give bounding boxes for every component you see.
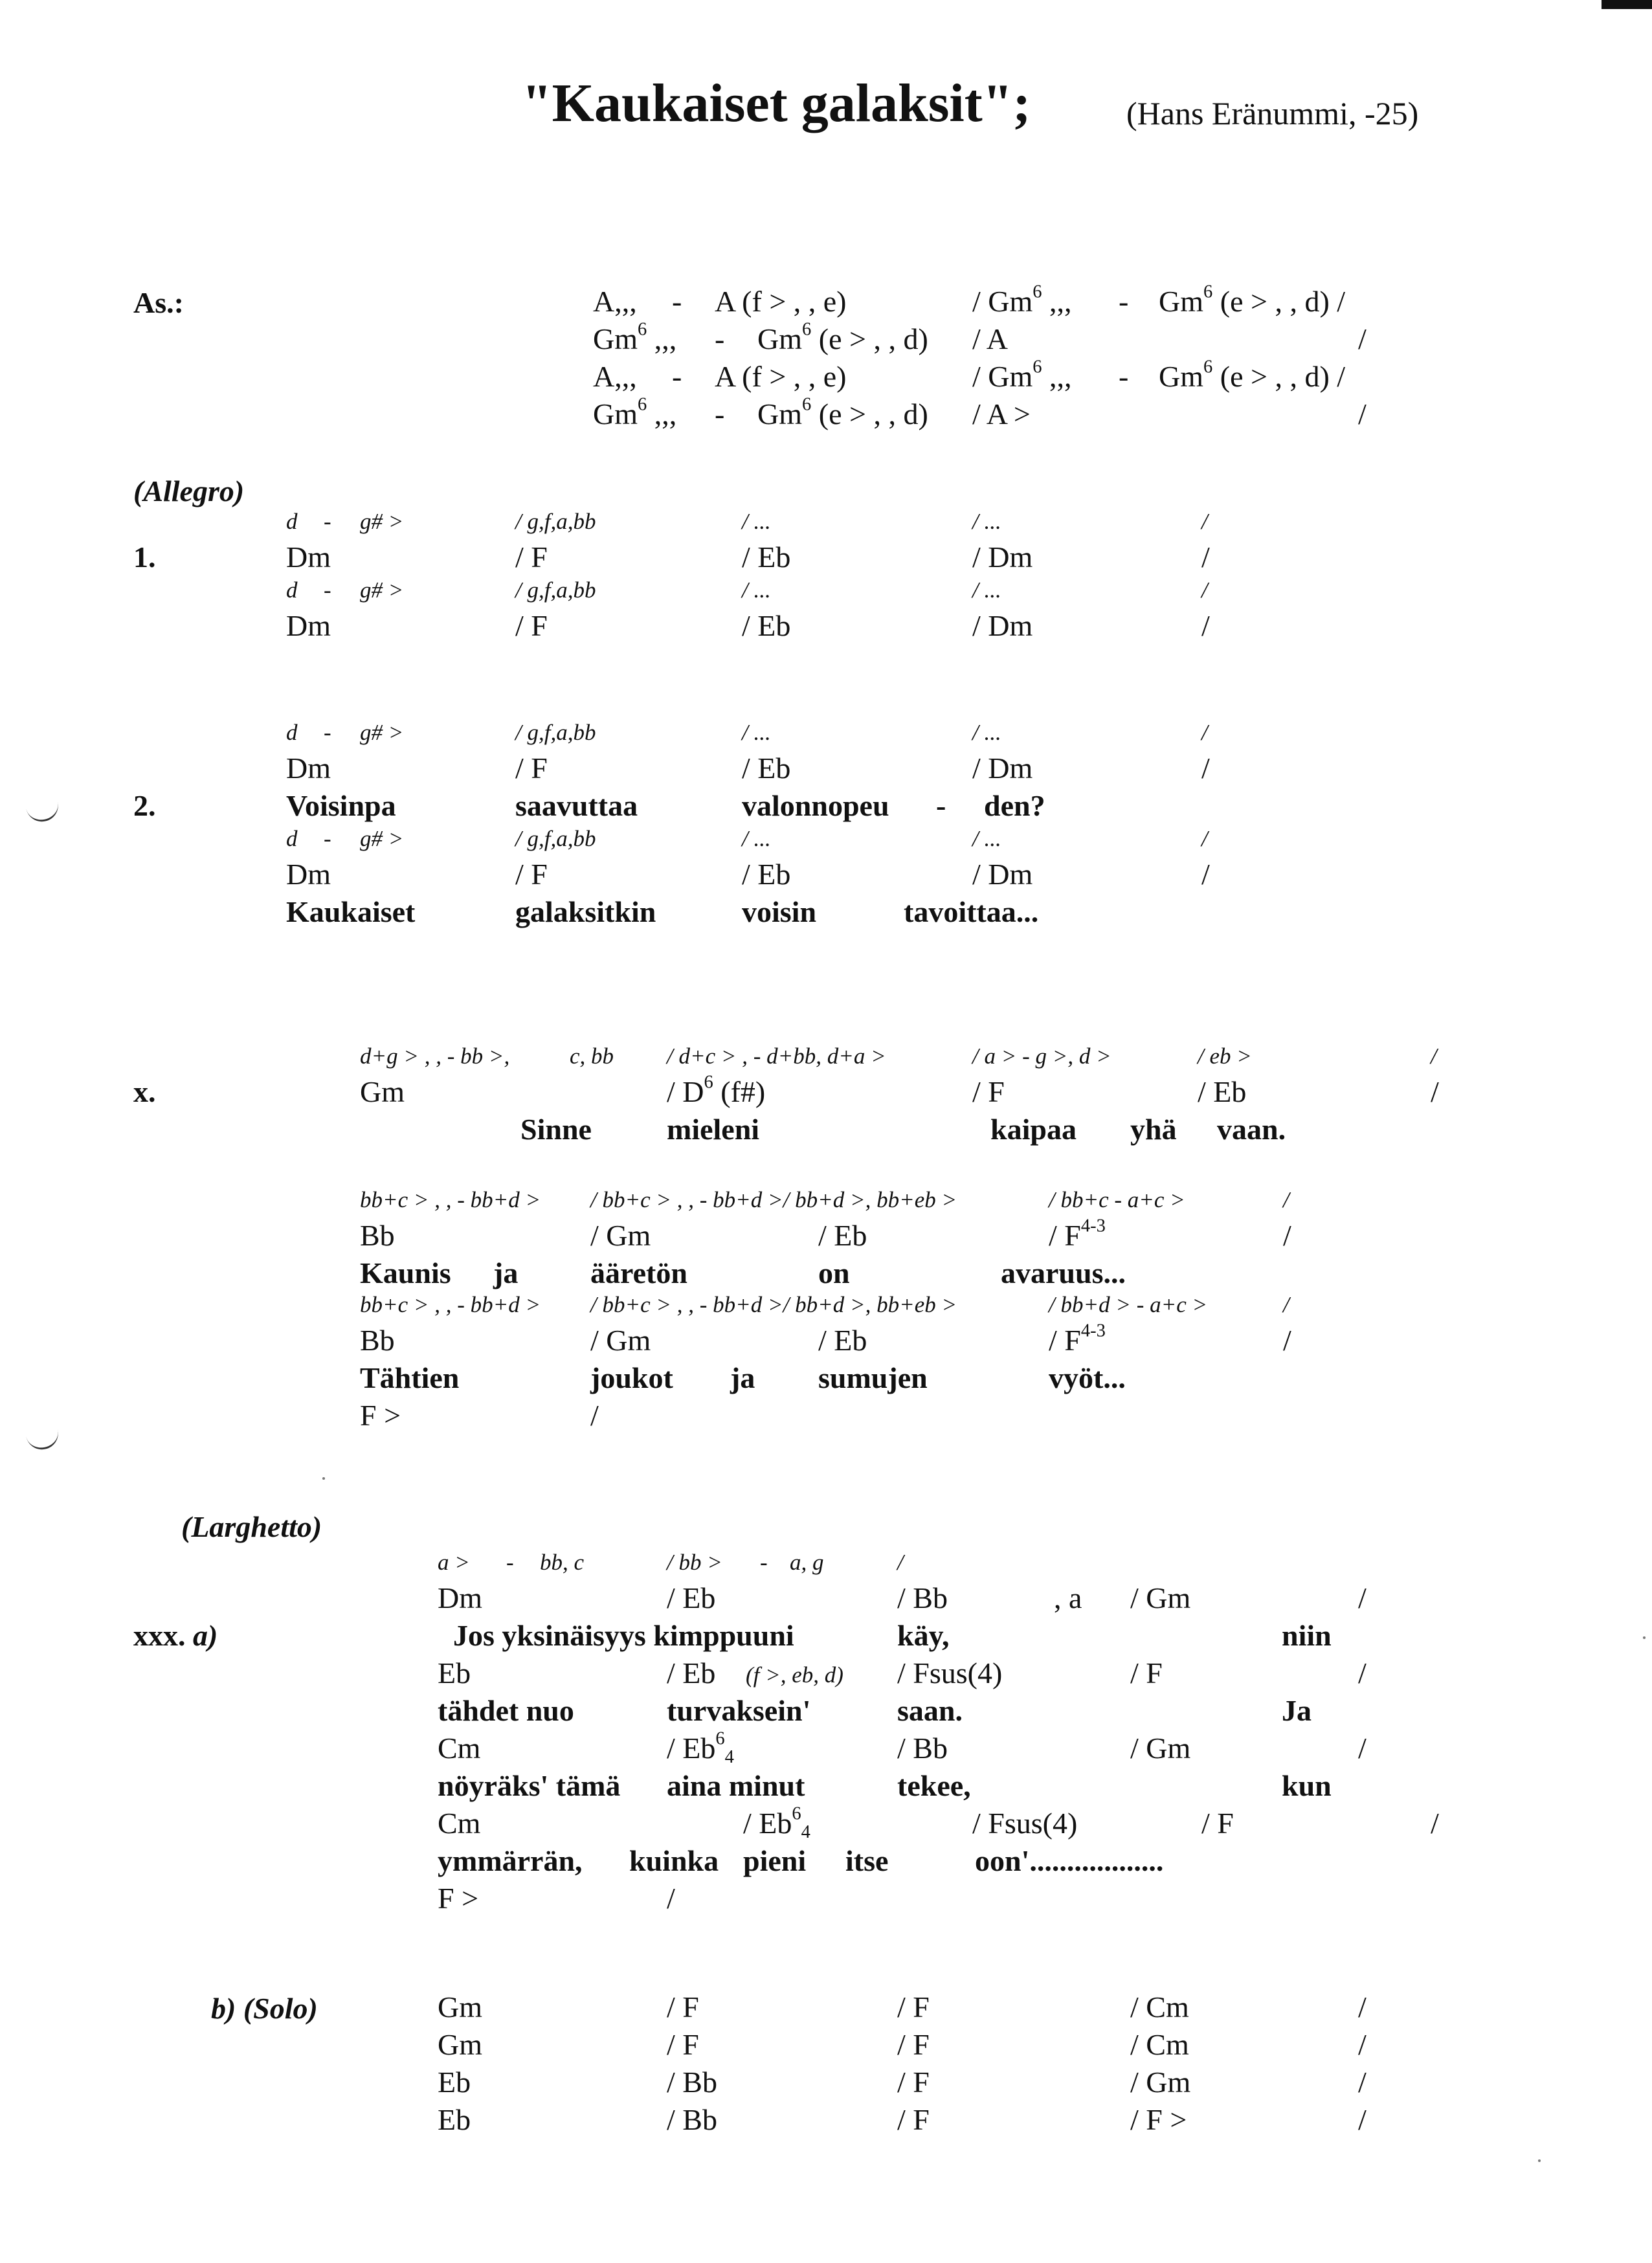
bar-line: / [1201,720,1208,745]
chord: / F [897,2066,930,2099]
handwritten-mark [26,799,61,825]
chord: / Bb [897,1581,948,1614]
chord: A (f > , , e) [715,285,847,318]
lyric: Tähtien [360,1361,460,1394]
section-label-xxx: xxx. a) [133,1619,218,1652]
bar-line: / [667,1882,675,1915]
chord: / Gm [1130,1732,1191,1765]
chord: / F [897,1990,930,2023]
handwritten-mark [26,1427,61,1453]
lyric: ja [493,1256,519,1289]
note: / ... [972,720,1001,745]
note: bb, c [540,1550,585,1575]
speck [1538,2159,1541,2162]
note: a > [438,1550,470,1575]
chord: / Bb [667,2066,717,2099]
note: / bb+c > , , - bb+d >/ bb+d >, bb+eb > [590,1187,957,1212]
chord: Gm$^6$ (e > , , d) / [1159,282,1346,318]
note: / eb > [1198,1043,1252,1069]
lyric: nöyräks' tämä [438,1769,621,1802]
lyric: niin [1282,1619,1332,1652]
dash: - [324,826,331,851]
note: bb+c > , , - bb+d > [360,1292,541,1317]
verse-number-1: 1. [133,541,156,574]
chord: / Fsus(4) [897,1656,1003,1689]
dash: - [1119,360,1129,393]
bar-line: / [1358,2066,1367,2099]
note: / bb+c > , , - bb+d >/ bb+d >, bb+eb > [590,1292,957,1317]
scan-edge-mark [1602,0,1652,9]
dash: - [324,577,331,603]
chord: / Eb [742,858,791,891]
chord: Dm [286,752,331,785]
chord: / Eb [818,1324,867,1357]
bar-line: / [1201,609,1210,642]
lyric: kun [1282,1769,1332,1802]
speck [322,1477,325,1480]
bar-line: / [1358,322,1367,355]
lyric: ääretön [590,1256,687,1289]
dash: - [760,1550,768,1575]
chord: / F [1130,1656,1163,1689]
lyric: tähdet nuo [438,1694,574,1727]
chord: Eb [438,2103,471,2136]
song-title: "Kaukaiset galaksit"; [522,73,1031,133]
bar-line: / [590,1399,599,1432]
chord: Dm [438,1581,482,1614]
bar-line: / [1283,1292,1289,1317]
note: / ... [972,577,1001,603]
lyric: vyöt... [1049,1361,1126,1394]
dash: - [324,509,331,534]
bar-line: / [1283,1187,1289,1212]
chord: / Gm [590,1324,651,1357]
chord: / Gm [590,1219,651,1252]
bar-line: / [1431,1043,1437,1069]
bar-line: / [1201,509,1208,534]
section-label-solo: b) (Solo) [211,1992,318,2025]
bar-line: / [1201,577,1208,603]
lyric: saavuttaa [515,789,638,822]
chord: / F [897,2028,930,2061]
lyric: voisin [742,895,817,928]
chord: , a [1054,1581,1082,1614]
chord: / Eb [742,752,791,785]
chord: / F [515,752,548,785]
bar-line: / [1358,1656,1367,1689]
chord: / $Eb^6_4$ [743,1803,810,1843]
note: d [286,720,298,745]
note: / ... [742,577,771,603]
lyric: oon'.................. [975,1844,1164,1877]
note: / ... [742,826,771,851]
lyric: mieleni [667,1113,760,1146]
chord: / F [1201,1807,1234,1840]
bar-line: / [1358,1990,1367,2023]
chord: Gm [438,1990,482,2023]
bar-line: / [1358,1581,1367,1614]
section-label-intro: As.: [133,286,184,319]
chord: / Dm [972,609,1033,642]
note: d [286,509,298,534]
chord: / $F^{4-3}$ [1049,1321,1106,1357]
chord: / $Eb^6_4$ [667,1728,734,1768]
chord: Bb [360,1324,395,1357]
chord: Bb [360,1219,395,1252]
note: bb+c > , , - bb+d > [360,1187,541,1212]
chord: / Fsus(4) [972,1807,1078,1840]
chord: / Eb [667,1581,716,1614]
note: g# > [360,720,404,745]
lyric: avaruus... [1001,1256,1126,1289]
note: g# > [360,509,404,534]
chord: / F [515,541,548,574]
note: g# > [360,577,404,603]
dash: - [715,397,725,430]
chord: / A [972,322,1008,355]
dash: - [324,720,331,745]
chord: Gm$^6$ (e > , , d) / [1159,357,1346,393]
chord: / Gm [1130,2066,1191,2099]
chord: / $D^6$ (f#) [667,1072,766,1108]
chord: F > [360,1399,401,1432]
lyric: Voisinpa [286,789,396,822]
chord: Cm [438,1732,481,1765]
dash: - [936,789,946,822]
note: d [286,577,298,603]
chord: / F [667,2028,699,2061]
note: a, g [790,1550,824,1575]
song-author: (Hans Eränummi, -25) [1126,95,1419,131]
lyric: Sinne [520,1113,592,1146]
note: / ... [972,826,1001,851]
chord: / $F^{4-3}$ [1049,1216,1106,1252]
lyric: itse [845,1844,889,1877]
chorus-label: x. [133,1075,156,1108]
lyric: yhä [1130,1113,1177,1146]
chord: / Eb [1198,1075,1247,1108]
lyric: pieni [743,1844,807,1877]
chord: Gm [438,2028,482,2061]
chord: / F > [1130,2103,1187,2136]
lyric: saan. [897,1694,963,1727]
chord: / Cm [1130,1990,1189,2023]
chord: / Dm [972,858,1033,891]
lyric: aina minut [667,1769,805,1802]
chord: / A > [972,397,1031,430]
lyric: on [818,1256,850,1289]
lyric: joukot [590,1361,673,1394]
dash: - [715,322,725,355]
tempo-allegro: (Allegro) [133,474,245,507]
note: / g,f,a,bb [515,509,596,534]
chord: / F [897,2103,930,2136]
chord: Cm [438,1807,481,1840]
chord: / Eb [667,1656,716,1689]
bar-line: / [1201,541,1210,574]
note: (f >, eb, d) [746,1662,843,1688]
bar-line: / [1201,826,1208,851]
note: c, bb [570,1043,614,1069]
bar-line: / [1358,2028,1367,2061]
chord: Gm$^6$ (e > , , d) [757,319,928,355]
lyric: vaan. [1217,1113,1286,1146]
bar-line: / [1358,397,1367,430]
chord: A,,, [593,360,637,393]
chord: / F [667,1990,699,2023]
bar-line: / [1283,1324,1291,1357]
bar-line: / [1358,1732,1367,1765]
chord: Eb [438,1656,471,1689]
chord: Eb [438,2066,471,2099]
lyric: sumujen [818,1361,928,1394]
note: / g,f,a,bb [515,577,596,603]
chord: A,,, [593,285,637,318]
note: g# > [360,826,404,851]
chord: / Eb [818,1219,867,1252]
note: / d+c > , - d+bb, d+a > [667,1043,886,1069]
lyric: tavoittaa... [904,895,1039,928]
lyric: valonnopeu [742,789,889,822]
chord: Dm [286,609,331,642]
dash: - [1119,285,1129,318]
chord: / Cm [1130,2028,1189,2061]
chord: Dm [286,858,331,891]
speck [1643,1636,1646,1639]
note: / bb > [667,1550,722,1575]
chord: / Gm$^6$ ,,, [972,282,1072,318]
chord: / Eb [742,609,791,642]
bar-line: / [1358,2103,1367,2136]
chord: F > [438,1882,479,1915]
chord: Gm$^6$ ,,, [593,394,677,430]
note: / g,f,a,bb [515,826,596,851]
bar-line: / [1431,1807,1439,1840]
bar-line: / [1283,1219,1291,1252]
chord: / Gm [1130,1581,1191,1614]
lyric: käy, [897,1619,950,1652]
lyric: kuinka [629,1844,719,1877]
chord: / Dm [972,541,1033,574]
note: / g,f,a,bb [515,720,596,745]
chord: / F [515,858,548,891]
bar-line: / [1201,858,1210,891]
note: d [286,826,298,851]
lyric: tekee, [897,1769,971,1802]
chord: / F [515,609,548,642]
note: d+g > , , - bb >, [360,1043,510,1069]
lyric: Ja [1282,1694,1312,1727]
verse-number-2: 2. [133,789,156,822]
lyric: turvaksein' [667,1694,811,1727]
bar-line: / [1431,1075,1439,1108]
lyric: ja [730,1361,755,1394]
chord: / Bb [897,1732,948,1765]
lyric: den? [984,789,1045,822]
lyric: galaksitkin [515,895,656,928]
chord: / Dm [972,752,1033,785]
note: / ... [972,509,1001,534]
dash: - [672,360,682,393]
note: / bb+d > - a+c > [1049,1292,1208,1317]
tempo-larghetto: (Larghetto) [181,1510,322,1543]
note: / ... [742,720,771,745]
lyric: Kaunis [360,1256,451,1289]
note: / a > - g >, d > [972,1043,1111,1069]
dash: - [506,1550,514,1575]
chord: A (f > , , e) [715,360,847,393]
lyric: kaipaa [990,1113,1077,1146]
chord: / Gm$^6$ ,,, [972,357,1072,393]
lyric: Jos yksinäisyys kimppuuni [453,1619,794,1652]
lyric: Kaukaiset [286,895,416,928]
chord: / F [972,1075,1005,1108]
dash: - [672,285,682,318]
chord: / Bb [667,2103,717,2136]
chord: Gm [360,1075,405,1108]
chord: Gm$^6$ (e > , , d) [757,394,928,430]
chord: / Eb [742,541,791,574]
note: / bb+c - a+c > [1049,1187,1185,1212]
bar-line: / [1201,752,1210,785]
lyric: ymmärrän, [438,1844,583,1877]
chord: Gm$^6$ ,,, [593,319,677,355]
chord: Dm [286,541,331,574]
bar-line: / [897,1550,904,1575]
note: / ... [742,509,771,534]
